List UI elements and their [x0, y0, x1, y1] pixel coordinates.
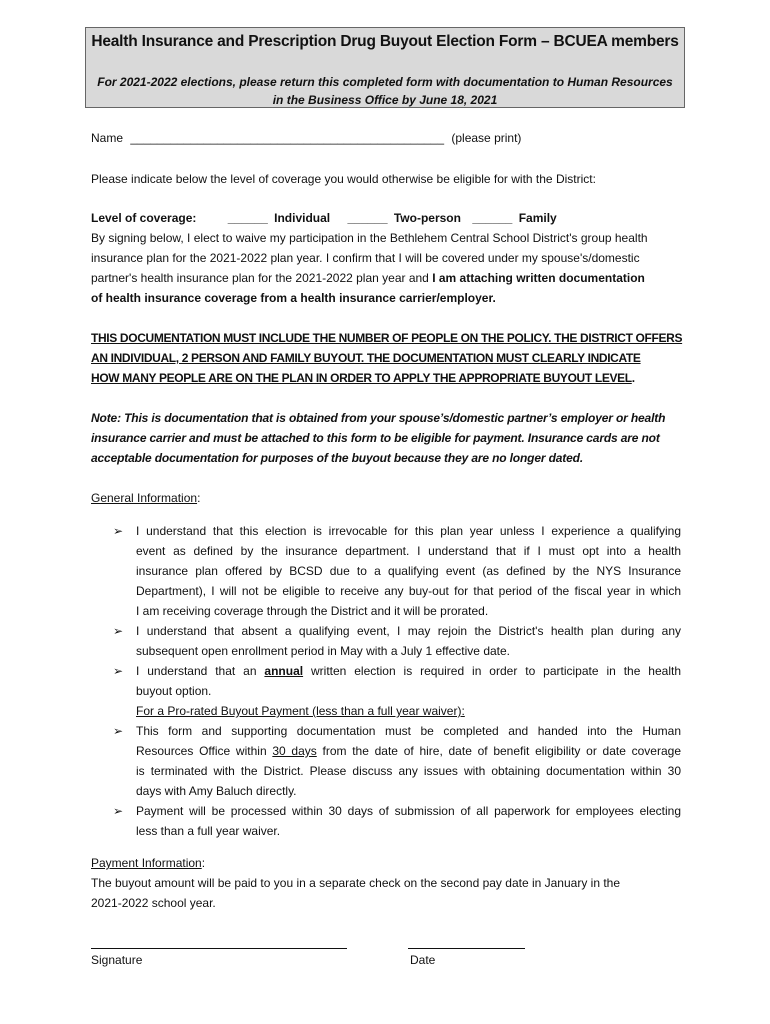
list-item — [136, 801, 681, 841]
waiver-text: partner's health insurance plan for the 2021-2022 plan year and — [91, 271, 433, 285]
notice-line: AN INDIVIDUAL, 2 PERSON AND FAMILY BUYOUT. THE DOCUMENTATION MUST CLEARLY INDICATE — [91, 351, 641, 365]
payment-line: 2021-2022 school year. — [91, 896, 216, 910]
thirty-days-emphasis: 30 days — [272, 744, 317, 758]
list-item — [136, 521, 681, 621]
list-item-line: buyout option. — [136, 684, 212, 698]
family-blank[interactable]: ______ — [472, 211, 513, 225]
waiver-bold-text: I am attaching written documentation — [432, 271, 645, 285]
name-field[interactable]: _______________________________________________ — [130, 131, 445, 145]
payment-info-title: Payment Information — [91, 856, 202, 870]
notice-text: HOW MANY PEOPLE ARE ON THE PLAN IN ORDER TO APPLY THE APPROPRIATE BUYOUT LEVEL — [91, 371, 632, 385]
list-item-line: I am receiving coverage through the District and it will be prorated. — [136, 604, 489, 618]
subtitle-line: in the Business Office by June 18, 2021 — [272, 93, 498, 107]
date-field[interactable] — [408, 936, 525, 949]
family-option: Family — [518, 211, 557, 225]
notice-line — [91, 368, 681, 388]
prorated-heading: For a Pro-rated Buyout Payment (less than a full year waiver): — [136, 704, 465, 718]
signature-label: Signature — [91, 953, 143, 967]
notice-period: . — [631, 371, 635, 385]
arrow-bullet-icon: ➢ — [113, 624, 124, 638]
arrow-bullet-icon: ➢ — [113, 724, 124, 738]
list-item — [136, 661, 681, 721]
list-item-line: less than a full year waiver. — [136, 824, 281, 838]
individual-blank[interactable]: ______ — [227, 211, 268, 225]
coverage-label: Level of coverage: — [91, 211, 197, 225]
list-item-line — [136, 741, 681, 761]
heading-colon: : — [197, 491, 201, 505]
waiver-line: of health insurance coverage from a health insurance carrier/employer. — [91, 291, 496, 305]
payment-info-paragraph — [91, 873, 681, 913]
name-row — [91, 128, 681, 148]
coverage-row — [91, 208, 681, 228]
payment-info-heading — [91, 853, 681, 873]
note-line: acceptable documentation for purposes of the buyout because they are no longer dated. — [91, 451, 584, 465]
annual-emphasis: annual — [264, 664, 304, 678]
list-item-line: I understand that this election is irrevocable for this plan year unless I experience a qualifying — [136, 524, 681, 538]
two-person-option: Two-person — [393, 211, 461, 225]
list-item-text: Resources Office within — [136, 744, 273, 758]
arrow-bullet-icon: ➢ — [113, 664, 124, 678]
waiver-line: insurance plan for the 2021-2022 plan year. I confirm that I will be covered under my spouse's/domestic — [91, 251, 640, 265]
list-item-line: days with Amy Baluch directly. — [136, 784, 297, 798]
waiver-line: By signing below, I elect to waive my participation in the Bethlehem Central School District's group health — [91, 231, 648, 245]
general-info-title: General Information — [91, 491, 198, 505]
arrow-bullet-icon: ➢ — [113, 524, 124, 538]
list-item — [136, 621, 681, 661]
documentation-notice — [91, 328, 681, 388]
two-person-blank[interactable]: ______ — [347, 211, 388, 225]
waiver-paragraph — [91, 228, 681, 308]
signature-field[interactable] — [91, 936, 347, 949]
list-item-line: I understand that absent a qualifying event, I may rejoin the District's health plan during any — [136, 624, 681, 638]
form-title: Health Insurance and Prescription Drug Buyout Election Form – BCUEA members — [91, 33, 679, 50]
list-item-line: Department), I will not be eligible to receive any buy-out for that period of the fiscal year in which — [136, 584, 681, 598]
list-item-line: subsequent open enrollment period in May with a July 1 effective date. — [136, 644, 511, 658]
payment-line: The buyout amount will be paid to you in a separate check on the second pay date in January in the — [91, 876, 621, 890]
individual-option: Individual — [274, 211, 331, 225]
coverage-prompt: Please indicate below the level of coverage you would otherwise be eligible for with the District: — [91, 172, 596, 186]
list-item-line: Payment will be processed within 30 days of submission of all paperwork for employees electing — [136, 804, 681, 818]
list-item-line — [136, 661, 681, 681]
note-line: Note: This is documentation that is obtained from your spouse’s/domestic partner’s employer or health — [91, 411, 666, 425]
name-hint: (please print) — [451, 131, 522, 145]
notice-line: THIS DOCUMENTATION MUST INCLUDE THE NUMBER OF PEOPLE ON THE POLICY. THE DISTRICT OFFERS — [91, 331, 683, 345]
list-item-line: is terminated with the District. Please discuss any issues with obtaining documentation within 30 — [136, 764, 681, 778]
subtitle-line: For 2021-2022 elections, please return this completed form with documentation to Human Resources — [97, 75, 673, 89]
list-item-line: insurance plan offered by BCSD due to a qualifying event (as defined by the NYS Insurance — [136, 564, 681, 578]
heading-colon: : — [201, 856, 206, 870]
waiver-line — [91, 268, 681, 288]
general-info-heading — [91, 488, 681, 508]
form-header — [85, 27, 685, 108]
list-item-text: written election is required in order to participate in the health — [303, 664, 681, 678]
list-item — [136, 721, 681, 801]
list-item-line: event as defined by the insurance department. I understand that if I must opt into a health — [136, 544, 681, 558]
form-subtitle — [94, 73, 676, 109]
note-line: insurance carrier and must be attached to this form to be eligible for payment. Insurance cards are not — [91, 431, 660, 445]
list-item-text: I understand that an — [136, 664, 265, 678]
date-label: Date — [410, 953, 436, 967]
list-item-line: This form and supporting documentation must be completed and handed into the Human — [136, 724, 681, 738]
name-label: Name — [91, 131, 124, 145]
note-paragraph — [91, 408, 681, 468]
arrow-bullet-icon: ➢ — [113, 804, 124, 818]
list-item-text: from the date of hire, date of benefit eligibility or date coverage — [316, 744, 681, 758]
